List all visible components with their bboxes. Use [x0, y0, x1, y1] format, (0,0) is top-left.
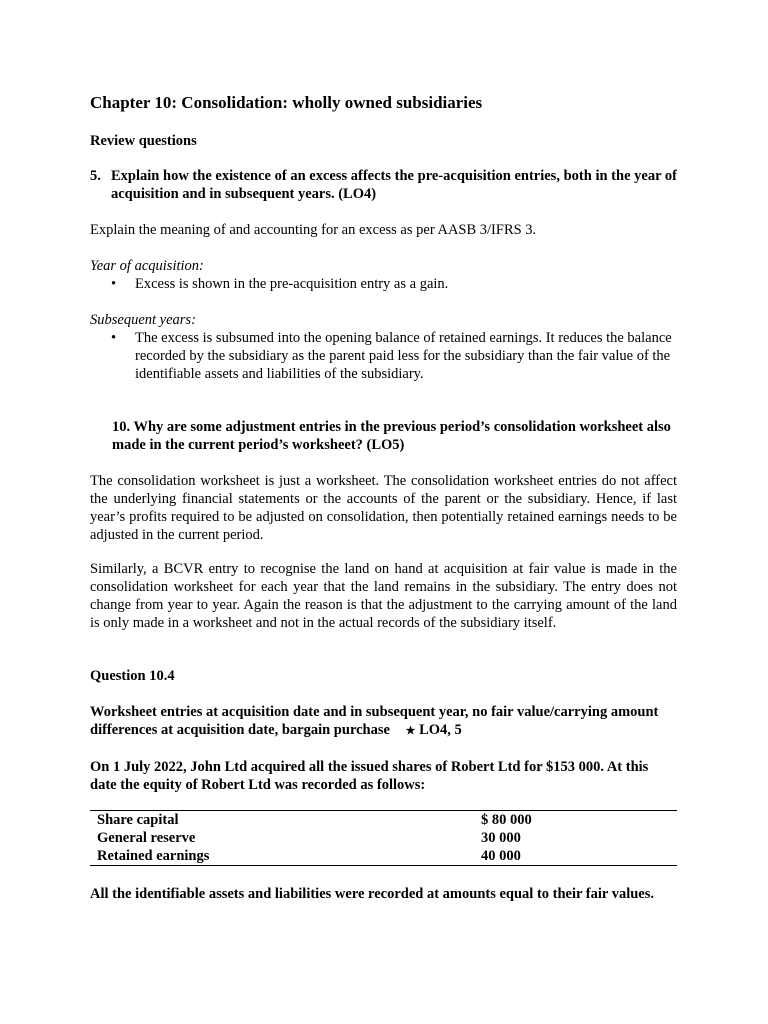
- bullet-icon: •: [111, 330, 117, 346]
- question-10-answer-paragraph-1: The consolidation worksheet is just a worksheet. The consolidation worksheet entries do not affect the underlying financial statements or the accounts of the parent or the subsidiary. Hence, if last year’s profits required to be adjusted on consolidation, then potentially retained earnings needs to be adjusted in the current period.: [90, 473, 677, 543]
- table-cell-label: Retained earnings: [97, 848, 210, 864]
- question-5-intro: Explain the meaning of and accounting for an excess as per AASB 3/IFRS 3.: [90, 222, 537, 238]
- table-cell-label: General reserve: [97, 830, 196, 846]
- equity-table-grid: [90, 811, 677, 865]
- table-row: [90, 847, 677, 865]
- bullet-icon: •: [111, 276, 117, 292]
- subsequent-years-section: [90, 311, 677, 383]
- question-10: 10. Why are some adjustment entries in the previous period’s consolidation worksheet also made in the current period’s worksheet? (LO5): [112, 419, 671, 453]
- list-item-text: Excess is shown in the pre-acquisition entry as a gain.: [135, 276, 449, 292]
- list-item: [90, 275, 677, 293]
- year-of-acquisition-label: Year of acquisition:: [90, 258, 204, 274]
- year-of-acquisition-section: [90, 257, 677, 293]
- learning-outcomes: LO4, 5: [419, 722, 462, 738]
- table-cell-amount: $ 80 000: [481, 812, 532, 828]
- table-row: [90, 829, 677, 847]
- question-5-number: 5.: [90, 168, 101, 184]
- subsequent-years-label: Subsequent years:: [90, 312, 196, 328]
- section-heading: Review questions: [90, 133, 197, 149]
- table-cell-amount: 40 000: [481, 848, 521, 864]
- question-10-4-note: All the identifiable assets and liabilities were recorded at amounts equal to their fair values.: [90, 886, 655, 902]
- list-item: [90, 329, 677, 383]
- question-5-text: Explain how the existence of an excess affects the pre-acquisition entries, both in the year of acquisition and in subsequent years. (LO4): [111, 168, 677, 202]
- question-10-4-heading: Question 10.4: [90, 668, 175, 684]
- table-cell-amount: 30 000: [481, 830, 521, 846]
- year-of-acquisition-list: [90, 275, 677, 293]
- table-row: [90, 811, 677, 829]
- question-10-4-subtitle: [90, 703, 677, 740]
- question-10-4-subtitle-text: Worksheet entries at acquisition date and in subsequent year, no fair value/carrying amount differences at acquisition date, bargain purchase: [90, 704, 659, 738]
- chapter-title: Chapter 10: Consolidation: wholly owned subsidiaries: [90, 93, 483, 112]
- list-item-text: The excess is subsumed into the opening balance of retained earnings. It reduces the balance recorded by the subsidiary as the parent paid less for the subsidiary than the fair value of the identifiable assets and liabilities of the subsidiary.: [135, 330, 672, 382]
- subsequent-years-list: [90, 329, 677, 383]
- question-10-4-intro: On 1 July 2022, John Ltd acquired all the issued shares of Robert Ltd for $153 000. At this date the equity of Robert Ltd was recorded as follows:: [90, 759, 649, 793]
- question-10-answer-paragraph-2: Similarly, a BCVR entry to recognise the land on hand at acquisition at fair value is made in the consolidation worksheet for each year that the land remains in the subsidiary. The entry does not change from year to year. Again the reason is that the adjustment to the carrying amount of the land is only made in a worksheet and not in the actual records of the subsidiary itself.: [90, 561, 677, 631]
- table-cell-label: Share capital: [97, 812, 179, 828]
- question-5: [90, 167, 677, 203]
- table-bottom-rule: [90, 865, 677, 866]
- equity-table: [90, 811, 677, 865]
- star-icon: ★: [405, 725, 416, 737]
